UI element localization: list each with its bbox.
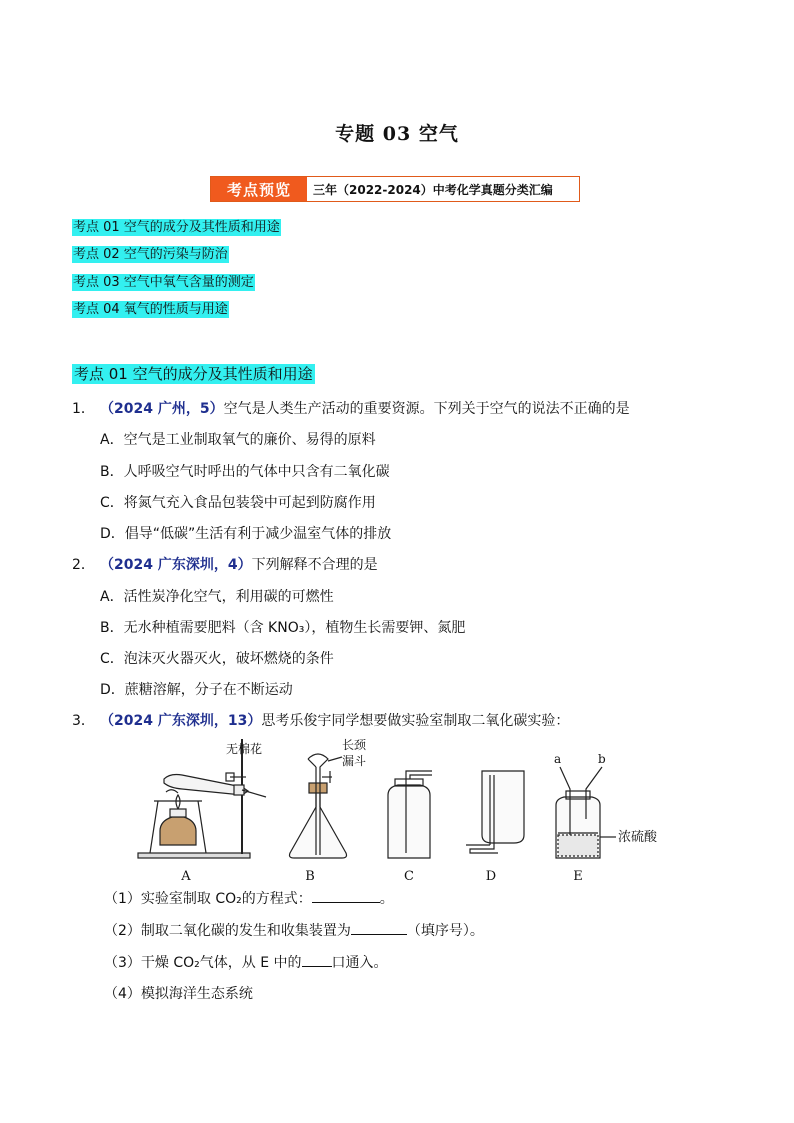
- option-d: D．倡导“低碳”生活有利于减少温室气体的排放: [100, 526, 392, 542]
- funnel-label-2: 漏斗: [342, 754, 367, 768]
- sub-question-suffix: 。: [379, 891, 394, 907]
- sub-question-suffix: 口通入。: [331, 955, 388, 971]
- sub-question-text: （3）干燥 CO₂气体，从 E 中的: [104, 955, 302, 971]
- port-a-label: a: [554, 752, 562, 766]
- toc-item[interactable]: 考点 03 空气中氧气含量的测定: [73, 275, 254, 290]
- answer-blank[interactable]: [351, 920, 407, 935]
- sub-question-suffix: （填序号）。: [406, 923, 484, 939]
- preview-banner: [210, 176, 580, 202]
- question-stem: 下列解释不合理的是: [251, 557, 378, 573]
- question-source: （2024 广东深圳，4）: [100, 557, 252, 573]
- apparatus-c: [388, 771, 432, 858]
- funnel-label-1: 长颈: [342, 738, 367, 752]
- option-a: A．活性炭净化空气，利用碳的可燃性: [100, 589, 334, 605]
- banner-text: 三年（2022-2024）中考化学真题分类汇编: [313, 182, 553, 197]
- sub-question-text: （2）制取二氧化碳的发生和收集装置为: [104, 923, 351, 939]
- question-source: （2024 广东深圳，13）: [100, 713, 262, 729]
- toc-item[interactable]: 考点 04 氧气的性质与用途: [73, 302, 228, 317]
- apparatus-b: [290, 754, 347, 858]
- sub-question-4: [104, 984, 253, 1004]
- question-number: 3．: [72, 713, 95, 729]
- apparatus-e: [556, 767, 616, 858]
- option-b: B．人呼吸空气时呼出的气体中只含有二氧化碳: [100, 464, 390, 480]
- banner-tag: 考点预览: [211, 177, 307, 201]
- question-source: （2024 广州，5）: [100, 401, 224, 417]
- label-b: B: [305, 869, 315, 884]
- question-3: [72, 711, 569, 731]
- cotton-label: 无棉花: [226, 742, 263, 756]
- option-c: C．泡沫灭火器灭火，破坏燃烧的条件: [100, 651, 334, 667]
- question-stem: 空气是人类生产活动的重要资源。下列关于空气的说法不正确的是: [223, 401, 630, 417]
- section-heading: 考点 01 空气的成分及其性质和用途: [74, 365, 313, 383]
- acid-label: 浓硫酸: [618, 830, 658, 845]
- question-1: [72, 399, 630, 419]
- sub-question-text: （1）实验室制取 CO₂的方程式：: [104, 891, 312, 907]
- option-c: C．将氮气充入食品包装袋中可起到防腐作用: [100, 495, 376, 511]
- answer-blank[interactable]: [312, 888, 380, 903]
- label-a: A: [181, 869, 191, 884]
- apparatus-d: [466, 771, 524, 853]
- sub-question-text: （4）模拟海洋生态系统: [104, 986, 253, 1002]
- sub-question-1: [104, 888, 394, 909]
- apparatus-a: [138, 739, 266, 858]
- toc-item[interactable]: 考点 01 空气的成分及其性质和用途: [73, 220, 280, 235]
- apparatus-figure: [130, 735, 670, 885]
- option-d: D．蔗糖溶解，分子在不断运动: [100, 682, 293, 698]
- question-stem: 思考乐俊宇同学想要做实验室制取二氧化碳实验：: [261, 713, 570, 729]
- answer-blank[interactable]: [302, 952, 332, 967]
- label-e: E: [573, 869, 583, 884]
- label-d: D: [485, 869, 497, 884]
- question-number: 2．: [72, 557, 95, 573]
- question-2: [72, 555, 378, 575]
- port-b-label: b: [598, 752, 606, 766]
- option-b: B．无水种植需要肥料（含 KNO₃），植物生长需要钾、氮肥: [100, 620, 466, 636]
- page-title: 专题 03 空气: [335, 123, 459, 145]
- label-c: C: [404, 869, 414, 884]
- question-number: 1．: [72, 401, 95, 417]
- sub-question-3: [104, 952, 388, 973]
- toc-item[interactable]: 考点 02 空气的污染与防治: [73, 247, 228, 262]
- sub-question-2: [104, 920, 484, 941]
- option-a: A．空气是工业制取氧气的廉价、易得的原料: [100, 432, 376, 448]
